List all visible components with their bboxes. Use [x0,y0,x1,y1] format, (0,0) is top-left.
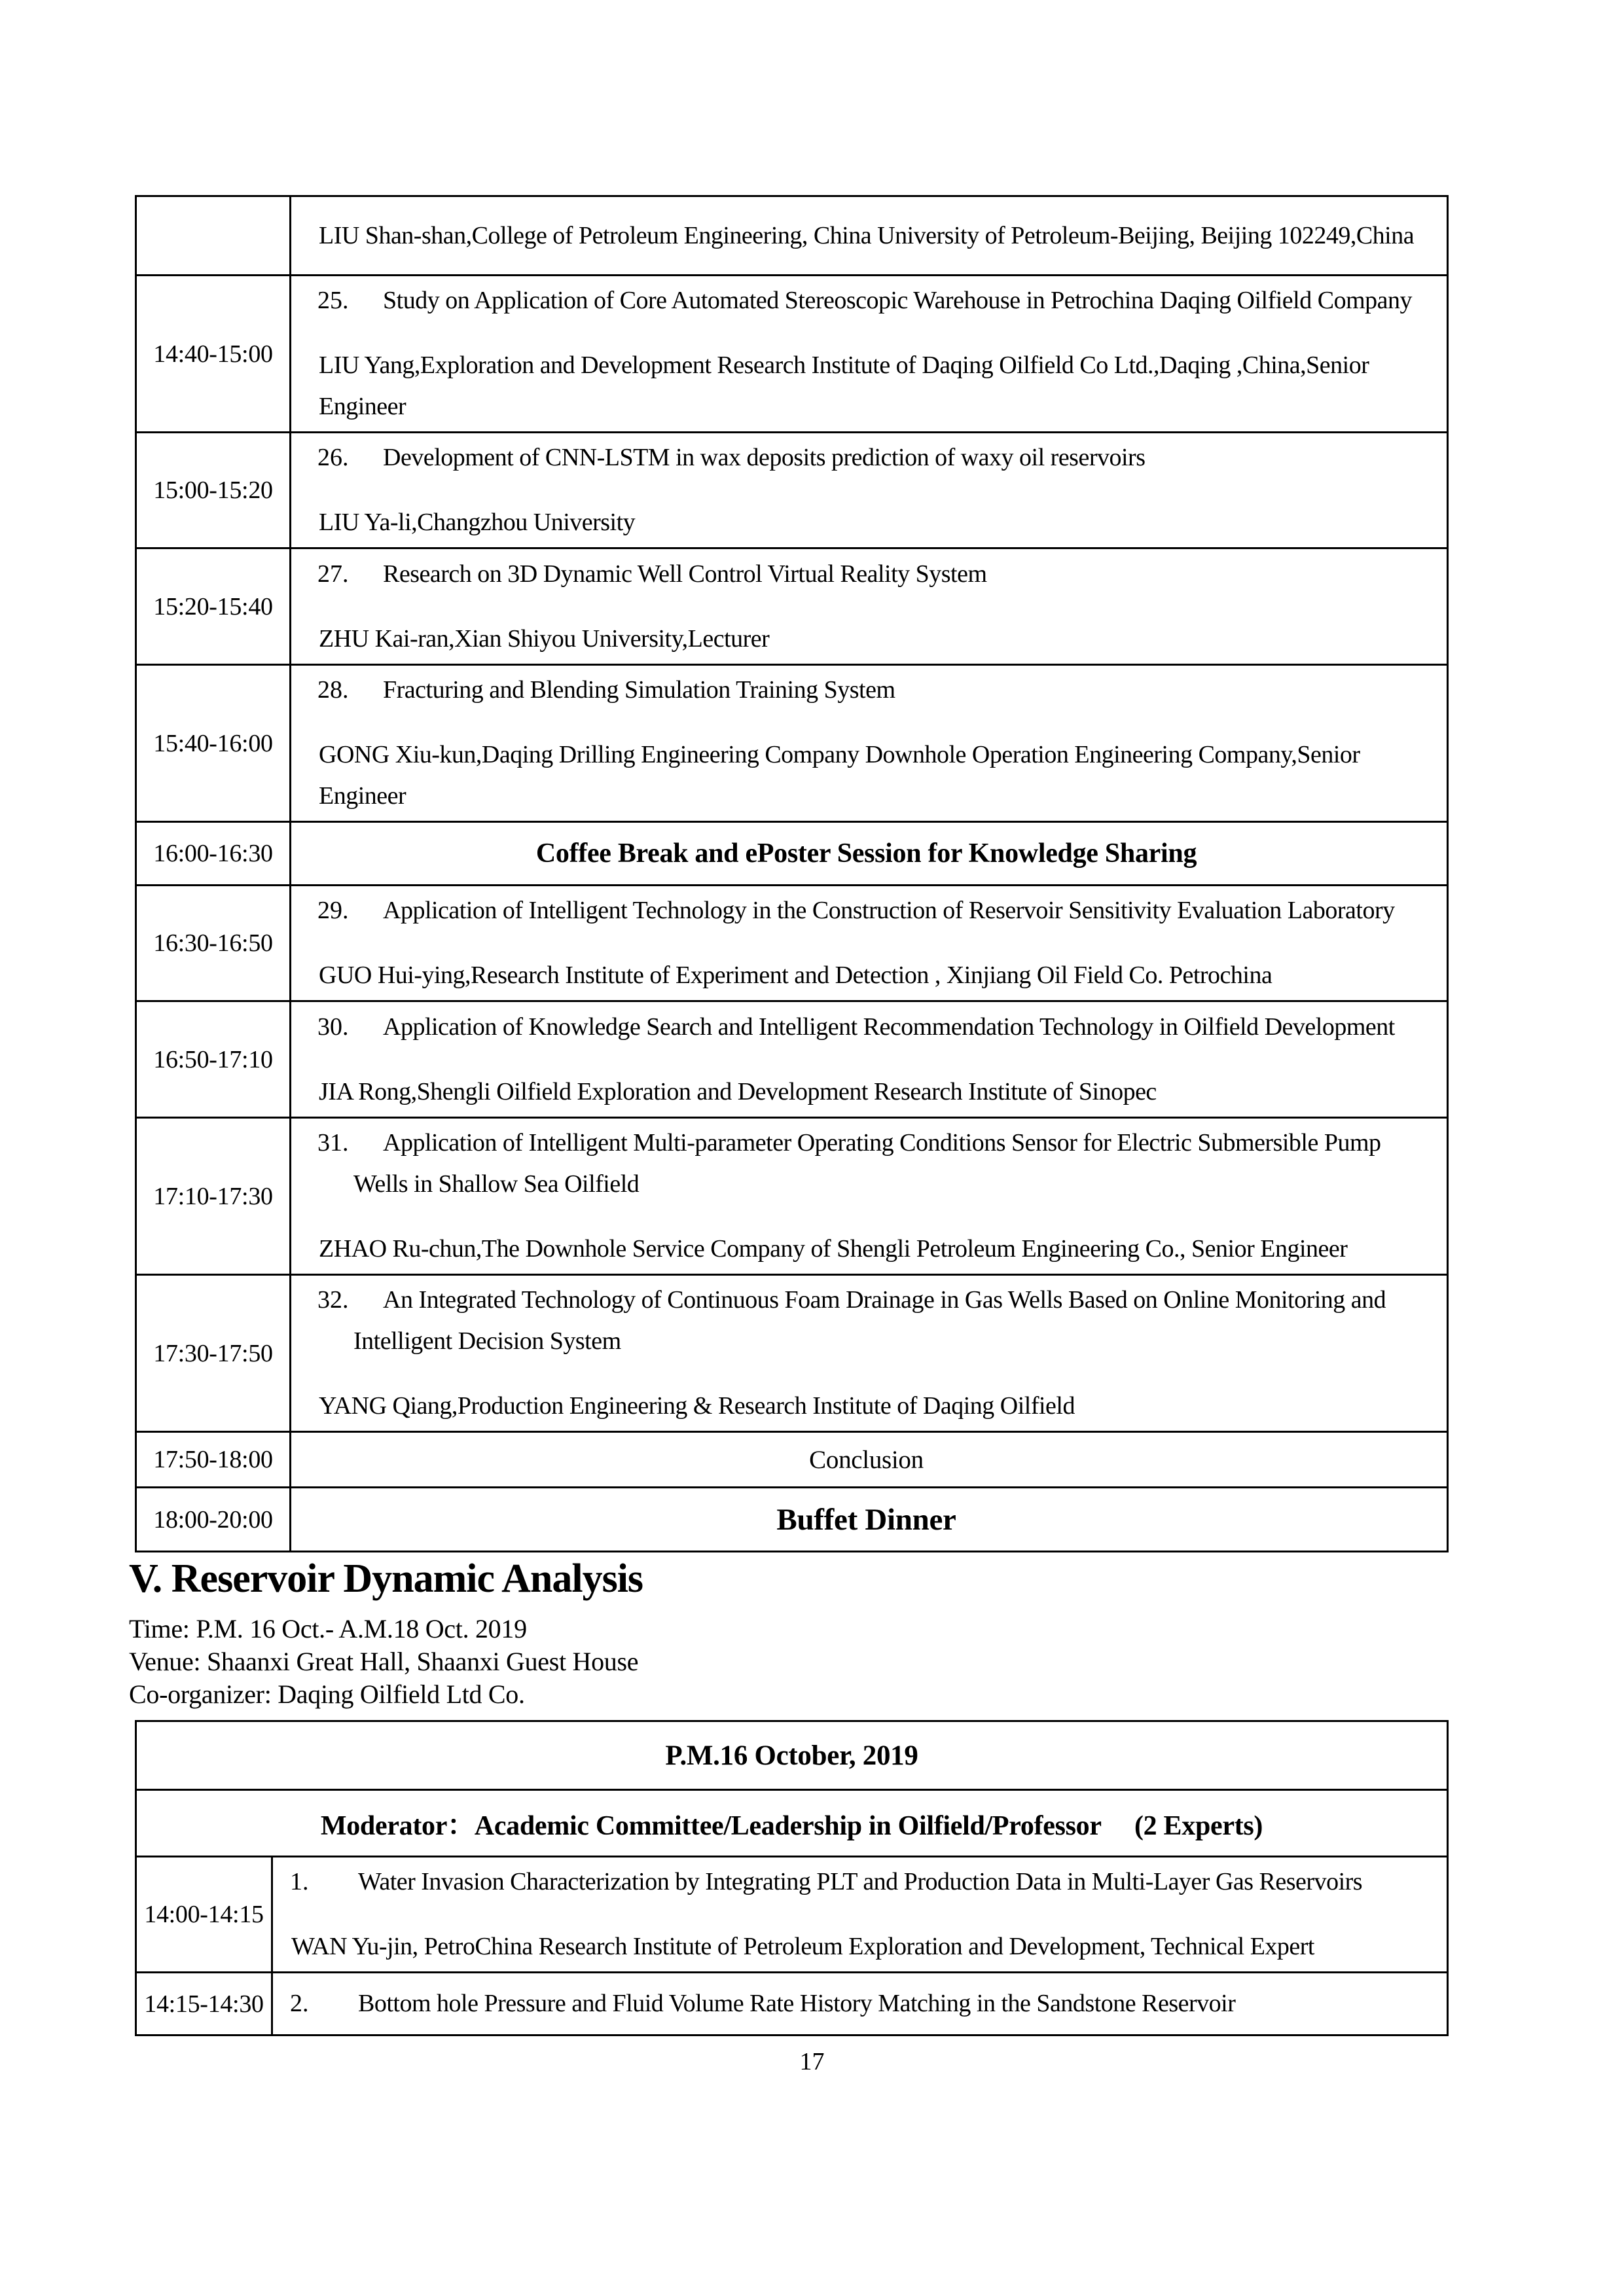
section-venue: Venue: Shaanxi Great Hall, Shaanxi Guest House [129,1647,639,1676]
talk-title-text: Fracturing and Blending Simulation Training System [383,676,895,704]
talk-title [291,554,1441,595]
table-row [136,1721,1448,1790]
talk-title-text: An Integrated Technology of Continuous Foam Drainage in Gas Wells Based on Online Monitoring and [383,1286,1386,1314]
session-cell [291,1488,1448,1552]
table-row [136,665,1448,822]
section-block [129,1555,1449,1711]
talk-title [291,670,1441,711]
banner-text: Buffet Dinner [776,1502,956,1537]
talk-title-line [291,1007,1441,1048]
session-cell [291,1275,1448,1432]
session-cell [291,548,1448,665]
talk-speaker [291,619,1441,660]
talk-title-line [273,1983,1441,2024]
talk-speaker-line: GONG Xiu-kun,Daqing Drilling Engineering Company Downhole Operation Engineering Company,Senior [319,741,1360,768]
session-cell [291,276,1448,433]
talk-title-line [291,890,1441,931]
talk-speaker-line: LIU Yang,Exploration and Development Research Institute of Daqing Oilfield Co Ltd.,Daqing ,China,Senior [319,351,1369,379]
session-cell [291,433,1448,548]
talk-number: 31. [317,1129,349,1157]
table-row [136,1857,1448,1973]
table-row [136,1488,1448,1552]
talk-title-text: Study on Application of Core Automated Stereoscopic Warehouse in Petrochina Daqing Oilfield Company [383,287,1412,314]
talk-speaker [291,1386,1441,1427]
session-moderator: Moderator：Academic Committee/Leadership in Oilfield/Professor (2 Experts) [136,1790,1448,1857]
time-cell: 14:00-14:15 [136,1857,272,1973]
talk-title [291,437,1441,478]
time-cell: 17:10-17:30 [136,1118,291,1275]
talk-number: 25. [317,287,349,314]
talk-title [273,1861,1441,1903]
table-row [136,196,1448,276]
session-table-afternoon [135,195,1449,1552]
talk-title-text: Bottom hole Pressure and Fluid Volume Rate History Matching in the Sandstone Reservoir [358,1990,1236,2017]
time-cell: 17:50-18:00 [136,1432,291,1488]
section-heading: V. Reservoir Dynamic Analysis [129,1556,643,1601]
talk-number: 28. [317,676,349,704]
banner-text: Coffee Break and ePoster Session for Knowledge Sharing [535,838,1197,869]
table-row [136,548,1448,665]
table-row [136,276,1448,433]
table-row [136,822,1448,886]
talk-title-line: Intelligent Decision System [353,1327,621,1355]
time-cell [136,196,291,276]
talk-title-text: Application of Intelligent Multi-parameter Operating Conditions Sensor for Electric Submersible Pump [383,1129,1381,1157]
talk-title-line [291,1280,1441,1321]
talk-speaker [291,734,1441,817]
talk-speaker [291,345,1441,427]
time-cell: 16:00-16:30 [136,822,291,886]
talk-title-text: Application of Knowledge Search and Intelligent Recommendation Technology in Oilfield Development [383,1013,1395,1041]
table-row [136,1275,1448,1432]
talk-title-text: Development of CNN-LSTM in wax deposits prediction of waxy oil reservoirs [383,444,1146,471]
session-cell [291,1118,1448,1275]
table-row [136,1118,1448,1275]
talk-title [291,1122,1441,1205]
talk-speaker [291,502,1441,543]
talk-number: 1. [290,1868,309,1895]
talk-title-line [291,280,1441,321]
session-date-header: P.M.16 October, 2019 [136,1721,1448,1790]
time-cell: 15:20-15:40 [136,548,291,665]
talk-speaker-line: GUO Hui-ying,Research Institute of Experiment and Detection , Xinjiang Oil Field Co. Petrochina [319,961,1272,989]
talk-title [291,280,1441,321]
session-cell [272,1857,1448,1973]
session-cell [291,1001,1448,1118]
talk-speaker-line: ZHU Kai-ran,Xian Shiyou University,Lecturer [319,624,770,653]
talk-number: 29. [317,897,349,924]
talk-number: 2. [290,1990,309,2017]
talk-speaker-line: WAN Yu-jin, PetroChina Research Institute of Petroleum Exploration and Development, Technical Expert [291,1933,1314,1960]
talk-title-text: Water Invasion Characterization by Integrating PLT and Production Data in Multi-Layer Gas Reservoirs [358,1868,1363,1895]
talk-speaker [291,1071,1441,1113]
time-cell: 17:30-17:50 [136,1275,291,1432]
section-meta [129,1613,1449,1711]
session-cell [272,1973,1448,2036]
time-cell: 15:40-16:00 [136,665,291,822]
talk-title-line [291,1122,1441,1164]
talk-title [291,1280,1441,1362]
time-cell: 18:00-20:00 [136,1488,291,1552]
talk-title-text: Research on 3D Dynamic Well Control Virtual Reality System [383,560,987,588]
page-number: 17 [799,2048,825,2075]
section-time: Time: P.M. 16 Oct.- A.M.18 Oct. 2019 [129,1614,527,1643]
talk-number: 32. [317,1286,349,1314]
talk-title-text: Application of Intelligent Technology in the Construction of Reservoir Sensitivity Evaluation Laboratory [383,897,1395,924]
banner-text: Conclusion [809,1445,924,1474]
time-cell: 14:15-14:30 [136,1973,272,2036]
talk-speaker-line: JIA Rong,Shengli Oilfield Exploration and Development Research Institute of Sinopec [319,1077,1157,1105]
session-cell [291,196,1448,276]
session-cell [291,665,1448,822]
time-cell: 16:50-17:10 [136,1001,291,1118]
table-row [136,433,1448,548]
session-table-reservoir [135,1720,1449,2036]
talk-speaker [291,1229,1441,1270]
session-cell [291,822,1448,886]
talk-speaker [273,1926,1441,1967]
session-cell [291,1432,1448,1488]
talk-title [273,1983,1441,2024]
talk-title-line [273,1861,1441,1903]
time-cell: 15:00-15:20 [136,433,291,548]
talk-title-line: Wells in Shallow Sea Oilfield [353,1170,640,1198]
talk-number: 26. [317,444,349,471]
talk-title [291,1007,1441,1048]
continuation-text: LIU Shan-shan,College of Petroleum Engineering, China University of Petroleum-Beijing, Beijing 102249,China [319,221,1415,249]
session-cell [291,886,1448,1001]
section-coorganizer: Co-organizer: Daqing Oilfield Ltd Co. [129,1679,525,1709]
talk-number: 27. [317,560,349,588]
talk-title-line [291,670,1441,711]
talk-speaker-line: Engineer [319,782,406,810]
talk-title-line [291,437,1441,478]
time-cell: 16:30-16:50 [136,886,291,1001]
talk-number: 30. [317,1013,349,1041]
talk-title [291,890,1441,931]
table-row [136,1973,1448,2036]
talk-speaker-line: YANG Qiang,Production Engineering & Research Institute of Daqing Oilfield [319,1392,1075,1420]
table-row [136,1432,1448,1488]
talk-speaker-line: ZHAO Ru-chun,The Downhole Service Company of Shengli Petroleum Engineering Co., Senior Engineer [319,1235,1348,1263]
table-row [136,886,1448,1001]
talk-title-line [291,554,1441,595]
time-cell: 14:40-15:00 [136,276,291,433]
talk-speaker [291,955,1441,996]
talk-speaker-line: Engineer [319,393,406,420]
talk-speaker-line: LIU Ya-li,Changzhou University [319,509,636,536]
table-row [136,1001,1448,1118]
table-row [136,1790,1448,1857]
